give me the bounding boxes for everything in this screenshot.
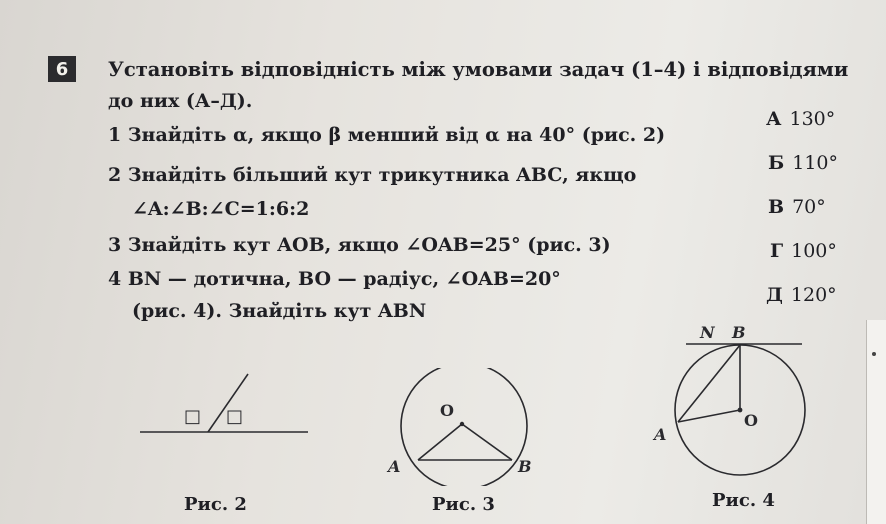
answer-letter: В [768,196,785,218]
fig3-label-o: O [440,401,454,420]
fig3-center-point [460,422,464,426]
fig4-chord-ab [678,345,740,422]
answer-b [768,152,838,174]
answer-letter: Г [770,240,784,262]
fig3-label-b: B [518,457,532,476]
figure-4 [652,318,812,490]
answer-letter: Д [766,284,783,306]
question-2-ratio: ∠A:∠B:∠C=1:6:2 [132,198,310,220]
fig4-caption: Рис. 4 [712,490,775,511]
task-intro-line2: до них (А–Д). [108,90,253,112]
fig4-center-point [738,408,743,413]
fig3-label-a: A [388,457,401,476]
fig4-label-o: O [744,411,758,430]
question-3-text: 3 Знайдіть кут AOB, якщо ∠OAB=25° (рис. 3) [108,234,611,256]
answer-value: 130° [789,108,836,130]
fig4-label-a: A [654,425,667,444]
answer-letter: А [766,108,782,130]
answer-g [770,240,837,262]
answer-value: 100° [791,240,837,262]
fig3-radius-oa [418,424,462,460]
fig3-caption: Рис. 3 [432,494,495,515]
answer-v [768,196,826,218]
fig3-radius-ob [462,424,512,460]
answer-letter: Б [768,152,785,174]
question-4-text: 4 BN — дотична, BO — радіус, ∠OAB=20° [108,268,561,290]
question-2-text: 2 Знайдіть більший кут трикутника ABC, якщо [108,164,637,186]
figure-2 [130,360,320,450]
question-4-text-cont: (рис. 4). Знайдіть кут ABN [132,300,427,322]
task-intro-line1: Установіть відповідність між умовами задач (1–4) і відповідями [108,58,849,81]
answer-a [766,108,835,130]
figure-3 [380,368,550,486]
fig3-circle [401,368,527,486]
fig4-label-b: B [732,323,746,342]
page-edge-mark [872,352,876,356]
fig2-angle-right-label: □ [226,406,244,427]
fig2-angle-left-label: □ [184,406,202,427]
answer-value: 110° [792,152,839,174]
fig2-caption: Рис. 2 [184,494,247,515]
task-number-badge: 6 [48,56,76,82]
answer-value: 70° [792,196,826,218]
answer-value: 120° [790,284,837,306]
answer-d [766,284,837,306]
question-1-text: 1 Знайдіть α, якщо β менший від α на 40° (рис. 2) [108,124,666,146]
fig4-segment-ao [678,410,740,422]
adjacent-page-edge [866,320,886,524]
fig4-label-n: N [700,323,715,342]
